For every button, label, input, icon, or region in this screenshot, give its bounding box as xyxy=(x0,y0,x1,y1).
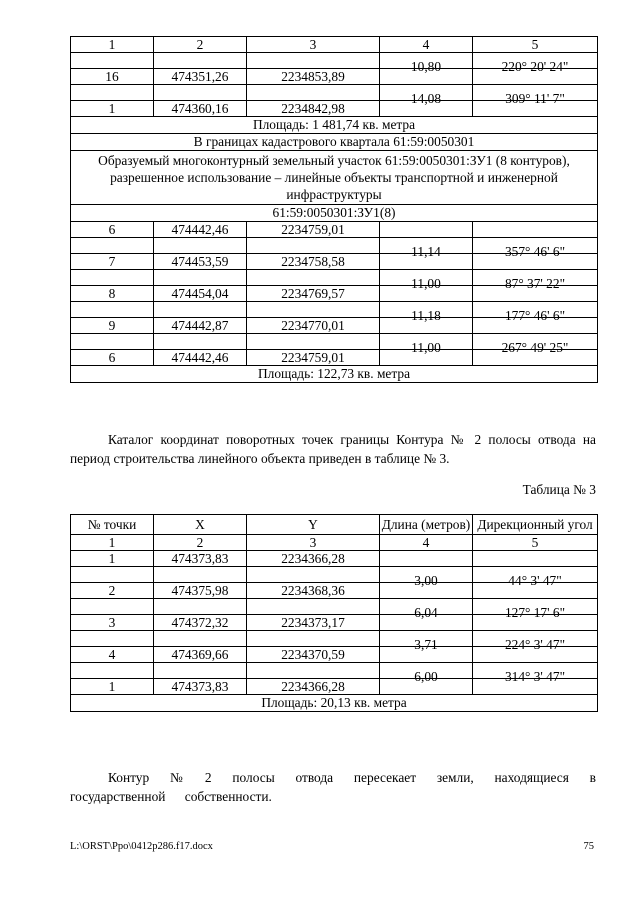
point-number: 2 xyxy=(71,583,154,599)
empty-y-cell xyxy=(247,302,380,318)
point-number: 1 xyxy=(71,551,154,567)
directional-angle xyxy=(473,334,598,355)
empty-x-cell xyxy=(154,302,247,318)
segment-length xyxy=(380,567,473,588)
column-number-5: 5 xyxy=(473,37,598,53)
directional-angle-text: 357° 46' 6" xyxy=(504,244,566,259)
empty-x-cell xyxy=(154,85,247,101)
full-width-cell: В границах кадастрового квартала 61:59:0050301 xyxy=(71,134,598,151)
empty-y-cell xyxy=(247,270,380,286)
column-header-3: Y xyxy=(247,515,380,535)
x-coordinate: 474442,46 xyxy=(154,350,247,366)
segment-row xyxy=(71,238,598,254)
point-number: 16 xyxy=(71,69,154,85)
segment-row xyxy=(71,663,598,679)
empty-length-cell xyxy=(380,222,473,238)
column-number-row xyxy=(71,37,598,53)
empty-point-cell xyxy=(71,302,154,318)
empty-point-cell xyxy=(71,270,154,286)
catalog-paragraph-text: Каталог координат поворотных точек границы Контура № 2 полосы отвода на период строительства линейного объекта приведен в таблице № 3. xyxy=(70,432,596,466)
page-number: 75 xyxy=(583,841,594,852)
column-header-5: Дирекционный угол xyxy=(473,515,598,535)
empty-x-cell xyxy=(154,238,247,254)
segment-length xyxy=(380,238,473,259)
directional-angle-text: 177° 46' 6" xyxy=(504,308,566,323)
directional-angle xyxy=(473,238,598,259)
empty-y-cell xyxy=(247,238,380,254)
empty-x-cell xyxy=(154,53,247,69)
directional-angle-text: 309° 11' 7" xyxy=(505,91,565,106)
table-caption: Таблица № 3 xyxy=(522,482,596,497)
directional-angle-text: 220° 20' 24" xyxy=(501,59,569,74)
directional-angle xyxy=(473,599,598,620)
full-width-cell: 61:59:0050301:ЗУ1(8) xyxy=(71,205,598,222)
x-coordinate: 474454,04 xyxy=(154,286,247,302)
segment-length-text: 11,14 xyxy=(411,244,441,259)
x-coordinate: 474442,46 xyxy=(154,222,247,238)
empty-y-cell xyxy=(247,85,380,101)
empty-point-cell xyxy=(71,631,154,647)
directional-angle-text: 267° 49' 25" xyxy=(501,340,569,355)
directional-angle xyxy=(473,53,598,74)
full-width-cell: Площадь: 20,13 кв. метра xyxy=(71,695,598,712)
segment-length xyxy=(380,85,473,106)
empty-point-cell xyxy=(71,85,154,101)
column-number-3: 3 xyxy=(247,37,380,53)
empty-point-cell xyxy=(71,334,154,350)
column-header-1: № точки xyxy=(71,515,154,535)
segment-length-text: 11,00 xyxy=(411,276,441,291)
y-coordinate: 2234370,59 xyxy=(247,647,380,663)
x-coordinate: 474375,98 xyxy=(154,583,247,599)
empty-point-cell xyxy=(71,238,154,254)
point-number: 8 xyxy=(71,286,154,302)
x-coordinate: 474373,83 xyxy=(154,679,247,695)
directional-angle-text: 87° 37' 22" xyxy=(504,276,566,291)
full-width-row xyxy=(71,205,598,222)
empty-point-cell xyxy=(71,53,154,69)
x-coordinate: 474351,26 xyxy=(154,69,247,85)
coordinates-table-contour-1 xyxy=(70,36,598,383)
empty-x-cell xyxy=(154,567,247,583)
column-header-2: X xyxy=(154,515,247,535)
segment-length xyxy=(380,302,473,323)
segment-length xyxy=(380,631,473,652)
point-number: 7 xyxy=(71,254,154,270)
segment-length-text: 14,08 xyxy=(410,91,442,106)
directional-angle xyxy=(473,85,598,106)
land-ownership-paragraph xyxy=(70,768,596,806)
empty-y-cell xyxy=(247,334,380,350)
column-number-2: 2 xyxy=(154,535,247,551)
column-number-1: 1 xyxy=(71,37,154,53)
point-row xyxy=(71,222,598,238)
point-row xyxy=(71,551,598,567)
directional-angle-text: 44° 3' 47" xyxy=(508,573,562,588)
empty-y-cell xyxy=(247,53,380,69)
segment-length xyxy=(380,53,473,74)
point-number: 6 xyxy=(71,222,154,238)
point-number: 1 xyxy=(71,679,154,695)
directional-angle xyxy=(473,631,598,652)
segment-length-text: 6,04 xyxy=(414,605,438,620)
coordinates-table-contour-2 xyxy=(70,514,598,712)
segment-row xyxy=(71,270,598,286)
x-coordinate: 474372,32 xyxy=(154,615,247,631)
segment-row xyxy=(71,85,598,101)
directional-angle-text: 127° 17' 6" xyxy=(504,605,566,620)
column-number-4: 4 xyxy=(380,535,473,551)
x-coordinate: 474442,87 xyxy=(154,318,247,334)
x-coordinate: 474453,59 xyxy=(154,254,247,270)
column-number-4: 4 xyxy=(380,37,473,53)
y-coordinate: 2234770,01 xyxy=(247,318,380,334)
y-coordinate: 2234368,36 xyxy=(247,583,380,599)
y-coordinate: 2234853,89 xyxy=(247,69,380,85)
column-header-row xyxy=(71,515,598,535)
footer-file-path: L:\ORST\Ppo\0412p286.f17.docx xyxy=(70,841,213,852)
empty-x-cell xyxy=(154,631,247,647)
y-coordinate: 2234373,17 xyxy=(247,615,380,631)
segment-row xyxy=(71,631,598,647)
empty-x-cell xyxy=(154,270,247,286)
y-coordinate: 2234759,01 xyxy=(247,222,380,238)
y-coordinate: 2234366,28 xyxy=(247,679,380,695)
full-width-row xyxy=(71,695,598,712)
directional-angle xyxy=(473,567,598,588)
empty-length-cell xyxy=(380,551,473,567)
directional-angle xyxy=(473,270,598,291)
y-coordinate: 2234759,01 xyxy=(247,350,380,366)
empty-y-cell xyxy=(247,599,380,615)
full-width-row xyxy=(71,134,598,151)
segment-length-text: 3,00 xyxy=(414,573,438,588)
y-coordinate: 2234758,58 xyxy=(247,254,380,270)
segment-row xyxy=(71,53,598,69)
segment-length xyxy=(380,334,473,355)
x-coordinate: 474369,66 xyxy=(154,647,247,663)
column-number-row xyxy=(71,535,598,551)
full-width-cell: Площадь: 1 481,74 кв. метра xyxy=(71,117,598,134)
segment-row xyxy=(71,302,598,318)
land-ownership-paragraph-text: Контур № 2 полосы отвода пересекает земли, находящиеся в государственной собственности. xyxy=(70,770,596,804)
empty-point-cell xyxy=(71,599,154,615)
empty-y-cell xyxy=(247,663,380,679)
segment-length xyxy=(380,270,473,291)
directional-angle-text: 314° 3' 47" xyxy=(504,669,566,684)
segment-length-text: 6,00 xyxy=(414,669,438,684)
catalog-paragraph xyxy=(70,430,596,468)
point-number: 1 xyxy=(71,101,154,117)
x-coordinate: 474360,16 xyxy=(154,101,247,117)
empty-y-cell xyxy=(247,567,380,583)
directional-angle xyxy=(473,302,598,323)
segment-length-text: 3,71 xyxy=(414,637,438,652)
full-width-cell: Площадь: 122,73 кв. метра xyxy=(71,366,598,383)
y-coordinate: 2234366,28 xyxy=(247,551,380,567)
empty-point-cell xyxy=(71,663,154,679)
column-number-5: 5 xyxy=(473,535,598,551)
column-number-3: 3 xyxy=(247,535,380,551)
empty-angle-cell xyxy=(473,222,598,238)
empty-x-cell xyxy=(154,663,247,679)
full-width-cell: Образуемый многоконтурный земельный участок 61:59:0050301:ЗУ1 (8 контуров), разрешенное использование – линейные объекты транспортной и инженерной инфраструктуры xyxy=(71,151,598,205)
empty-angle-cell xyxy=(473,551,598,567)
segment-row xyxy=(71,599,598,615)
x-coordinate: 474373,83 xyxy=(154,551,247,567)
segment-length-text: 10,80 xyxy=(410,59,442,74)
point-number: 6 xyxy=(71,350,154,366)
point-number: 9 xyxy=(71,318,154,334)
y-coordinate: 2234769,57 xyxy=(247,286,380,302)
empty-x-cell xyxy=(154,334,247,350)
segment-length-text: 11,18 xyxy=(411,308,441,323)
segment-row xyxy=(71,567,598,583)
column-number-1: 1 xyxy=(71,535,154,551)
segment-length-text: 11,00 xyxy=(411,340,441,355)
column-header-4: Длина (метров) xyxy=(380,515,473,535)
segment-length xyxy=(380,599,473,620)
segment-length xyxy=(380,663,473,684)
directional-angle-text: 224° 3' 47" xyxy=(504,637,566,652)
y-coordinate: 2234842,98 xyxy=(247,101,380,117)
full-width-row xyxy=(71,366,598,383)
point-number: 4 xyxy=(71,647,154,663)
empty-point-cell xyxy=(71,567,154,583)
empty-y-cell xyxy=(247,631,380,647)
column-number-2: 2 xyxy=(154,37,247,53)
empty-x-cell xyxy=(154,599,247,615)
point-number: 3 xyxy=(71,615,154,631)
segment-row xyxy=(71,334,598,350)
directional-angle xyxy=(473,663,598,684)
full-width-row xyxy=(71,117,598,134)
full-width-row xyxy=(71,151,598,205)
